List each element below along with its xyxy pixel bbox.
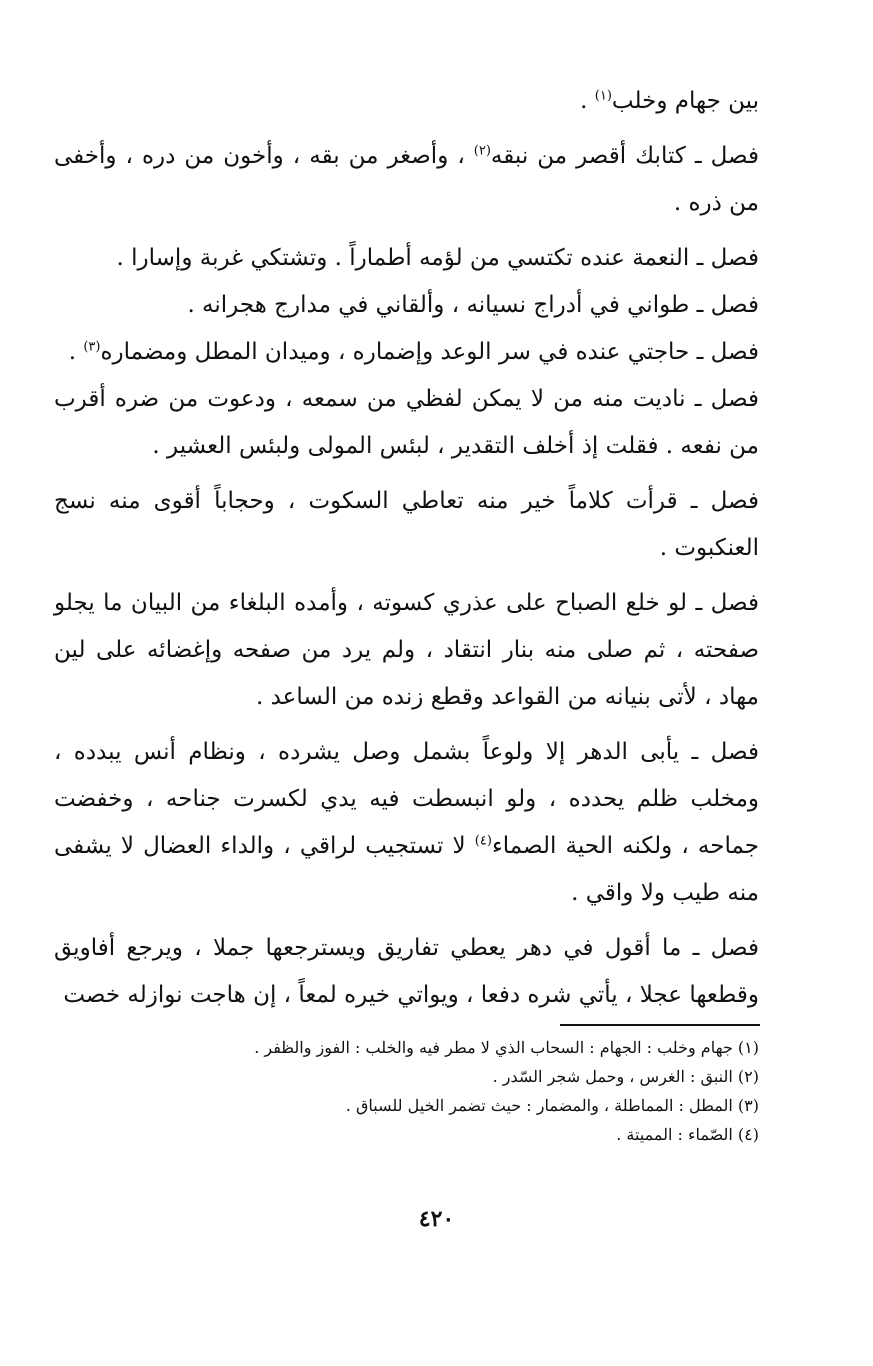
footnote-divider (560, 1024, 760, 1026)
footnote-4: (٤) الصّماء : المميتة . (616, 1125, 759, 1144)
paragraph-1-tail: . (580, 88, 595, 114)
page-number: ٤٢٠ (418, 1206, 455, 1232)
paragraph-2-tail: ، وأصغر من بقه ، وأخون من دره ، وأخفى من ذره . (54, 143, 759, 216)
paragraph-9-text: فصل ـ يأبى الدهر إلا ولوعاً بشمل وصل يشرده ، ونظام أنس يبدده ، ومخلب ظلم يحدده ، ولو انبسطت فيه يدي لكسرت جناحه ، وخفضت جماحه ، ولكنه الحية الصماء (54, 739, 759, 859)
paragraph-4 (54, 282, 759, 329)
paragraph-9-tail: لا تستجيب لراقي ، والداء العضال لا يشفى منه طيب ولا واقي . (54, 833, 759, 906)
paragraph-1-text: بين جهام وخلب (611, 88, 759, 114)
footnote-1: (١) جهام وخلب : الجهام : السحاب الذي لا مطر فيه والخلب : الفوز والظفر . (254, 1038, 759, 1057)
footnote-mark-2: (٢) (473, 143, 491, 159)
footnotes (54, 1033, 759, 1149)
footnote-mark-4: (٤) (474, 833, 492, 849)
paragraph-10 (54, 925, 759, 1019)
paragraph-5-text: فصل ـ حاجتي عنده في سر الوعد وإضماره ، وميدان المطل ومضماره (100, 339, 759, 365)
paragraph-7-text: فصل ـ قرأت كلاماً خير منه تعاطي السكوت ، وحجاباً أقوى منه نسج العنكبوت . (54, 488, 759, 561)
footnote-3: (٣) المطل : المماطلة ، والمضمار : حيث تضمر الخيل للسباق . (345, 1096, 759, 1115)
paragraph-8 (54, 580, 759, 721)
paragraph-10-text: فصل ـ ما أقول في دهر يعطي تفاريق ويسترجعها جملا ، ويرجع أفاويق وقطعها عجلا ، يأتي شره دفعا ، ويواتي خيره لمعاً ، إن هاجت نوازله خصت (54, 935, 759, 1008)
paragraph-8-text: فصل ـ لو خلع الصباح على عذري كسوته ، وأمده البلغاء من البيان ما يجلو صفحته ، ثم صلى منه بنار انتقاد ، ولم يرد من صفحه وإغضائه على لين مهاد ، لأتى بنيانه من القواعد وقطع زنده من الساعد . (54, 590, 759, 710)
footnote-2: (٢) النبق : الغرس ، وحمل شجر السّدر . (492, 1067, 759, 1086)
paragraph-3 (54, 235, 759, 282)
paragraph-4-text: فصل ـ طواني في أدراج نسيانه ، وألقاني في مدارج هجرانه . (187, 292, 759, 318)
paragraph-6-text: فصل ـ ناديت منه من لا يمكن لفظي من سمعه ، ودعوت من ضره أقرب من نفعه . فقلت إذ أخلف التقدير ، لبئس المولى ولبئس العشير . (54, 386, 759, 459)
footnote-mark-3: (٣) (83, 339, 101, 355)
paragraph-9 (54, 729, 759, 917)
paragraph-6 (54, 376, 759, 470)
paragraph-3-text: فصل ـ النعمة عنده تكتسي من لؤمه أطماراً . وتشتكي غربة وإسارا . (116, 245, 759, 271)
footnote-mark-1: (١) (594, 88, 612, 104)
paragraph-5 (54, 329, 759, 376)
paragraph-5-tail: . (68, 339, 84, 365)
main-text (54, 78, 759, 1027)
paragraph-7 (54, 478, 759, 572)
paragraph-2 (54, 133, 759, 227)
paragraph-1 (54, 78, 759, 125)
paragraph-2-text: فصل ـ كتابك أقصر من نبقه (490, 143, 759, 169)
